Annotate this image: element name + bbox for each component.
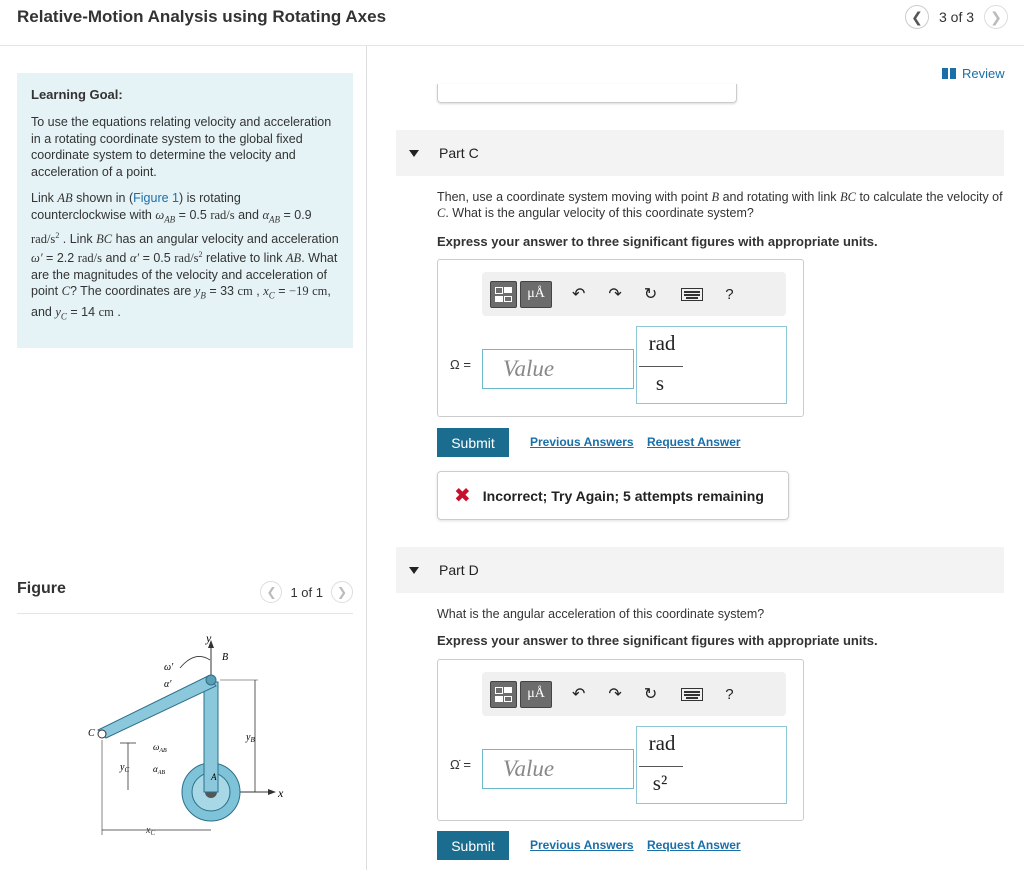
unit-numerator: rad <box>648 331 676 355</box>
keyboard-button[interactable] <box>681 288 703 301</box>
figure-label: Figure <box>17 580 66 597</box>
pin-b <box>206 675 216 685</box>
unit-numerator: rad <box>648 731 676 755</box>
next-item-button[interactable] <box>984 5 1008 29</box>
part-d-request-answer-link[interactable]: Request Answer <box>647 838 741 852</box>
help-icon: ? <box>725 285 734 303</box>
learning-goal-heading: Learning Goal: <box>31 87 123 102</box>
unit-denominator: s <box>655 371 665 395</box>
learning-goal-text: To use the equations relating velocity and acceleration in a rotating coordinate system to the global fixed coordinate system to determine the velocity and acceleration of a point. <box>31 115 332 179</box>
point-a-label: A <box>211 772 217 782</box>
templates-button[interactable] <box>490 681 517 708</box>
part-c-unit-input[interactable] <box>636 326 787 404</box>
redo-button[interactable] <box>608 684 621 704</box>
reset-icon: ↻ <box>643 286 658 303</box>
part-d-unit-input[interactable] <box>636 726 787 804</box>
problem-statement: Link AB shown in (Figure 1) is rotating counterclockwise with $\omega_{AB} = 0.5$ rad/s and $\alpha_{AB} = 0.9$ rad/$s^2$ . Link BC has an angular velocity and acceleration ω′ = 2.2 rad/s and α′ = 0.5 rad/$s^2$ relative to link AB. What are the magnitudes of the velocity and acceleration of point C? The coordinates are $y_B = 33$ cm , $x_C = -19$ cm, and $y_C = 14$ cm . <box>31 191 339 322</box>
keyboard-button[interactable] <box>681 688 703 701</box>
part-c-previous-answers-link[interactable]: Previous Answers <box>530 435 634 449</box>
units-button[interactable] <box>520 681 552 708</box>
chevron-left-icon: ❮ <box>911 8 923 25</box>
redo-button[interactable] <box>608 284 621 304</box>
learning-goal-box <box>17 73 353 348</box>
unit-denominator: s² <box>652 771 668 795</box>
link-cb <box>98 676 216 738</box>
y-label: y <box>206 631 212 645</box>
help-button[interactable] <box>725 286 733 303</box>
alpha-prime-label: α′ <box>164 679 172 690</box>
alpha-ab-label: $\alpha_{AB}$ <box>153 764 166 776</box>
undo-button[interactable] <box>572 684 585 704</box>
chevron-right-icon: ❯ <box>336 585 348 599</box>
figure-next-button[interactable] <box>331 581 353 603</box>
units-label: μÅ <box>527 286 545 301</box>
xc-label: $x_C$ <box>146 825 156 837</box>
templates-button[interactable] <box>490 281 517 308</box>
reset-button[interactable] <box>644 684 657 704</box>
omega-ab-label: $\omega_{AB}$ <box>153 742 167 754</box>
reset-button[interactable] <box>644 284 657 304</box>
part-c-header[interactable] <box>396 130 1004 176</box>
help-icon: ? <box>725 685 734 703</box>
header-bar <box>0 0 1024 46</box>
part-d-title: Part D <box>439 562 479 578</box>
point-b-label: B <box>222 652 229 663</box>
page-title: Relative-Motion Analysis using Rotating Axes <box>17 7 387 26</box>
redo-icon: ↷ <box>608 686 622 703</box>
pager-text: 3 of 3 <box>939 9 975 25</box>
previous-part-box <box>437 84 737 103</box>
omega-prime-arrow <box>180 656 210 668</box>
part-d-header[interactable] <box>396 547 1004 593</box>
part-d-instruction: Express your answer to three significant figures with appropriate units. <box>437 633 878 648</box>
review-label: Review <box>962 66 1005 81</box>
figure-link[interactable]: Figure 1 <box>133 191 179 205</box>
part-c-instruction: Express your answer to three significant figures with appropriate units. <box>437 234 878 249</box>
part-d-value-input[interactable]: Value <box>482 749 634 789</box>
help-button[interactable] <box>725 686 733 703</box>
reset-icon: ↻ <box>643 686 658 703</box>
undo-icon: ↶ <box>572 286 586 303</box>
part-c-submit-button[interactable]: Submit <box>437 428 509 457</box>
part-c-question: Then, use a coordinate system moving with point B and rotating with link BC to calculate the velocity of C. What is the angular velocity of this coordinate system? <box>437 190 1003 220</box>
part-c-title: Part C <box>439 145 479 161</box>
chevron-right-icon: ❯ <box>990 8 1002 25</box>
chevron-left-icon: ❮ <box>266 585 277 599</box>
part-d-previous-answers-link[interactable]: Previous Answers <box>530 838 634 852</box>
part-c-answer-box <box>437 259 804 417</box>
undo-button[interactable] <box>572 284 585 304</box>
caret-down-icon <box>409 567 419 574</box>
keyboard-icon <box>681 688 703 701</box>
part-d-question: What is the angular acceleration of this coordinate system? <box>437 607 765 621</box>
book-icon <box>942 68 956 79</box>
item-pager <box>905 5 1008 29</box>
part-c-feedback <box>437 471 789 520</box>
part-c-request-answer-link[interactable]: Request Answer <box>647 435 741 449</box>
part-c-value-input[interactable]: Value <box>482 349 634 389</box>
units-button[interactable] <box>520 281 552 308</box>
feedback-text: Incorrect; Try Again; 5 attempts remaining <box>482 487 764 504</box>
figure-pager-text: 1 of 1 <box>290 584 323 600</box>
caret-down-icon <box>409 150 419 157</box>
part-c-toolbar <box>482 272 786 316</box>
prev-item-button[interactable] <box>905 5 929 29</box>
fraction-bar <box>639 766 683 767</box>
point-c <box>98 730 106 738</box>
units-label: μÅ <box>527 686 545 701</box>
part-d-lhs: Ω̇ = <box>450 757 471 772</box>
point-c-label: C <box>88 728 95 739</box>
part-d-submit-button[interactable]: Submit <box>437 831 509 860</box>
redo-icon: ↷ <box>608 286 622 303</box>
incorrect-x-icon: ✖ <box>454 484 471 507</box>
part-c-lhs: Ω = <box>450 357 471 372</box>
undo-icon: ↶ <box>572 686 586 703</box>
x-axis-arrow <box>268 789 276 795</box>
omega-prime-label: ω′ <box>164 662 174 673</box>
templates-icon <box>495 287 512 302</box>
part-d-toolbar <box>482 672 786 716</box>
part-d-answer-box <box>437 659 804 821</box>
yc-label: $y_C$ <box>120 762 130 774</box>
keyboard-icon <box>681 288 703 301</box>
mechanism-figure <box>80 580 310 845</box>
review-link[interactable] <box>942 66 1005 81</box>
yb-label: $y_B$ <box>246 732 255 744</box>
templates-icon <box>495 687 512 702</box>
x-label: x <box>278 786 284 800</box>
fraction-bar <box>639 366 683 367</box>
